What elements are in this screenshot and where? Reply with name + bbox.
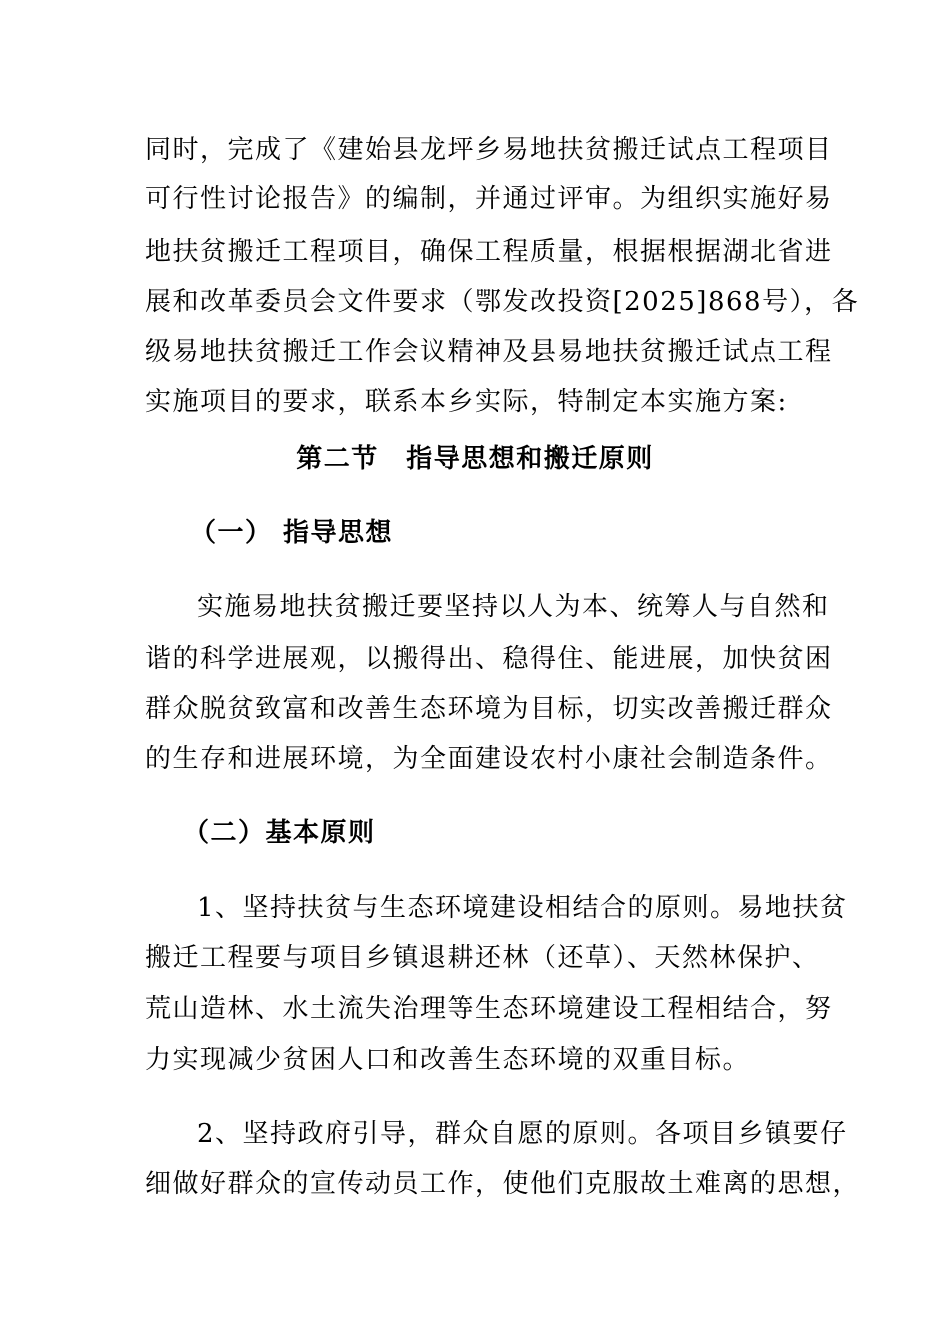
intro-line-6: 实施项目的要求，联系本乡实际，特制定本实施方案: xyxy=(145,387,788,417)
guiding-line-2: 谐的科学进展观，以搬得出、稳得住、能进展，加快贫困 xyxy=(145,644,833,674)
guiding-line-1: 实施易地扶贫搬迁要坚持以人为本、统筹人与自然和 xyxy=(197,592,830,622)
intro-line-5: 级易地扶贫搬迁工作会议精神及县易地扶贫搬迁试点工程 xyxy=(145,337,833,367)
subheading-basic-principles: （二）基本原则 xyxy=(183,818,376,848)
intro-line-2: 可行性讨论报告》的编制，并通过评审。为组织实施好易 xyxy=(145,184,833,214)
intro-line-1: 同时，完成了《建始县龙坪乡易地扶贫搬迁试点工程项目 xyxy=(145,135,833,165)
subheading-guiding-thought: （一） 指导思想 xyxy=(190,518,394,548)
guiding-line-3: 群众脱贫致富和改善生态环境为目标，切实改善搬迁群众 xyxy=(145,694,833,724)
principle-1-line-1: 1、坚持扶贫与生态环境建设相结合的原则。易地扶贫 xyxy=(197,893,848,923)
section-heading: 第二节 指导思想和搬迁原则 xyxy=(296,444,654,474)
intro-line-3: 地扶贫搬迁工程项目，确保工程质量，根据根据湖北省进 xyxy=(145,237,833,267)
principle-2-line-1: 2、坚持政府引导，群众自愿的原则。各项目乡镇要仔 xyxy=(197,1119,848,1149)
principle-2-line-2: 细做好群众的宣传动员工作，使他们克服故土难离的思想， xyxy=(145,1169,861,1199)
principle-1-line-3: 荒山造林、水土流失治理等生态环境建设工程相结合，努 xyxy=(145,994,833,1024)
intro-line-4: 展和改革委员会文件要求（鄂发改投资[2025]868号），各 xyxy=(145,287,860,317)
principle-1-line-2: 搬迁工程要与项目乡镇退耕还林（还草）、天然林保护、 xyxy=(145,943,820,973)
guiding-line-4: 的生存和进展环境，为全面建设农村小康社会制造条件。 xyxy=(145,744,833,774)
principle-1-line-4: 力实现减少贫困人口和改善生态环境的双重目标。 xyxy=(145,1045,751,1075)
